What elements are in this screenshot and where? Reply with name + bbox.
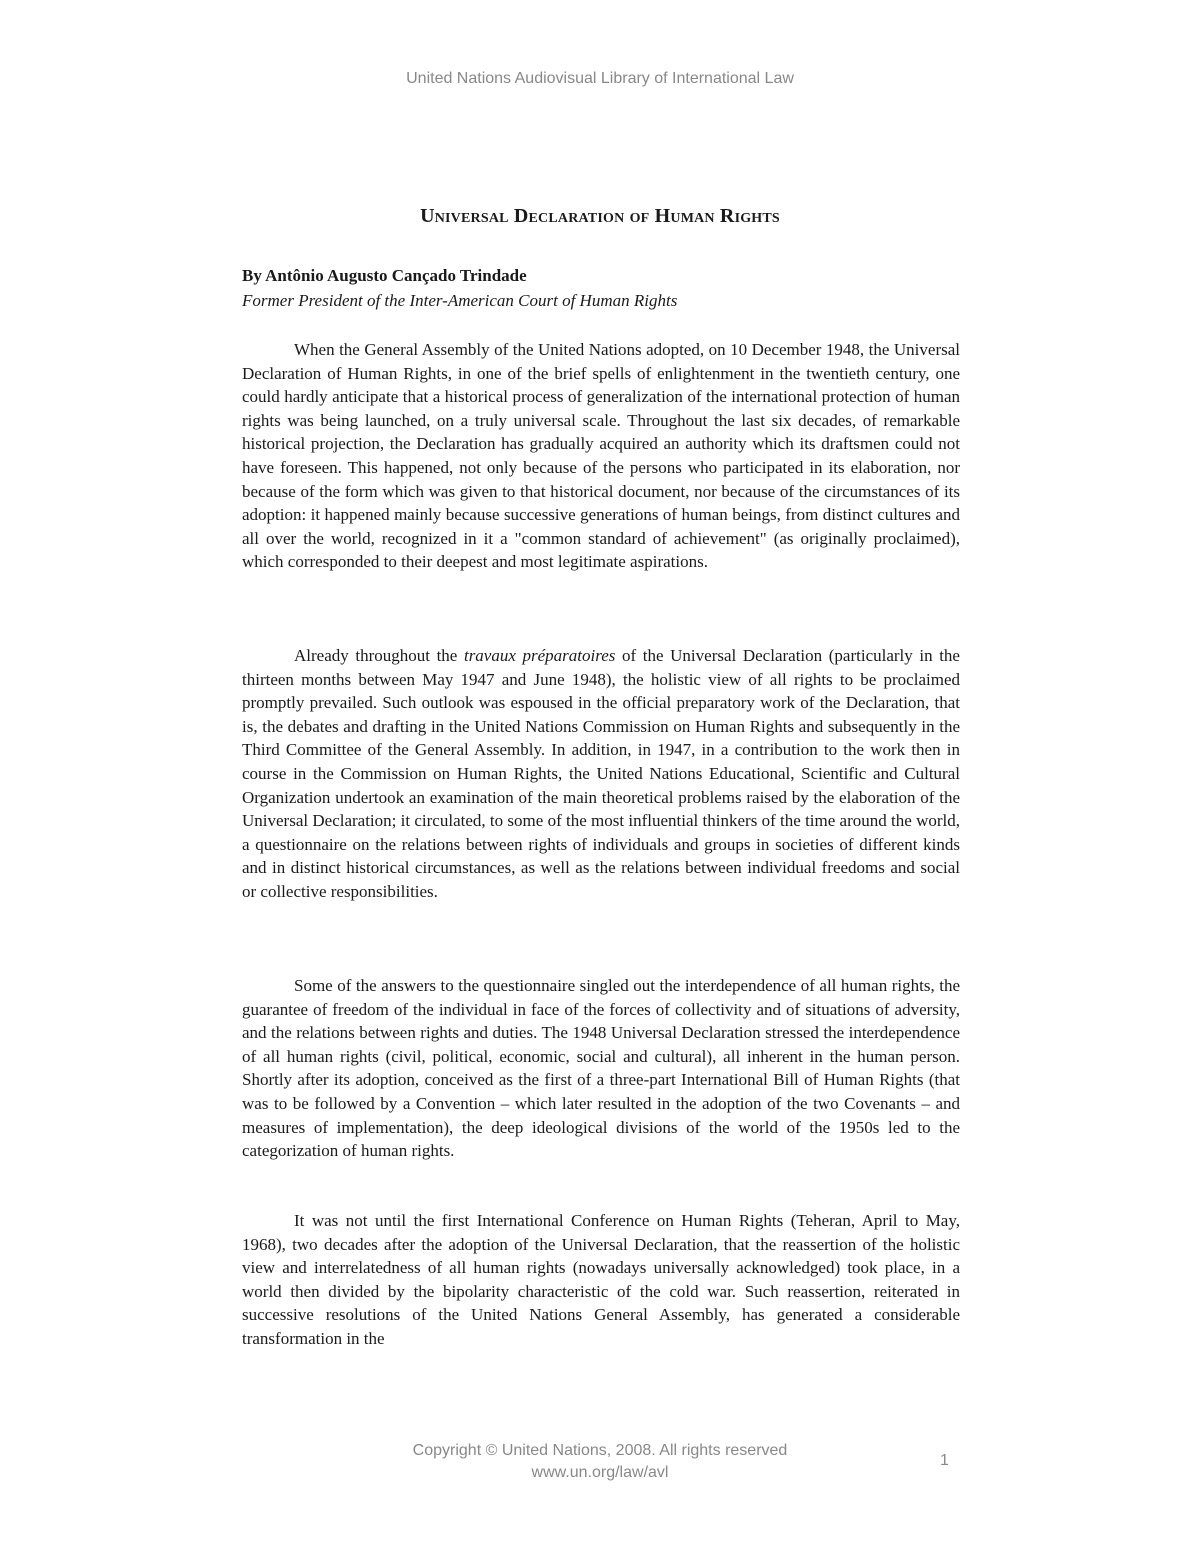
body-paragraph-4: It was not until the first International Conference on Human Rights (Teheran, April to May, 1968), two decades after the adoption of the Universal Declaration, that the reassertion of the holistic view and interrelatedness of all human rights (nowadays universally acknowledged) took place, in a world then divided by the bipolarity characteristic of the cold war. Such reassertion, reiterated in successive resolutions of the United Nations General Assembly, has generated a considerable transformation in the: [242, 1211, 960, 1348]
author-affiliation: Former President of the Inter-American Court of Human Rights: [242, 291, 678, 310]
page-footer: [0, 1440, 1200, 1484]
footer-url-link[interactable]: www.un.org/law/avl: [531, 1464, 669, 1481]
body-paragraph-3: Some of the answers to the questionnaire singled out the interdependence of all human rights, the guarantee of freedom of the individual in face of the forces of collectivity and of situations of adversity, and the relations between rights and duties. The 1948 Universal Declaration stressed the interdependence of all human rights (civil, political, economic, social and cultural), all inherent in the human person. Shortly after its adoption, conceived as the first of a three-part International Bill of Human Rights (that was to be followed by a Convention – which later resulted in the adoption of the two Covenants – and measures of implementation), the deep ideological divisions of the world of the 1950s led to the categorization of human rights.: [242, 976, 960, 1161]
paragraph-2-text-end: of the Universal Declaration (particularly in the thirteen months between May 1947 and June 1948), the holistic view of all rights to be proclaimed promptly prevailed. Such outlook was espoused in the official preparatory work of the Declaration, that is, the debates and drafting in the United Nations Commission on Human Rights and subsequently in the Third Committee of the General Assembly. In addition, in 1947, in a contribution to the work then in course in the Commission on Human Rights, the United Nations Educational, Scientific and Cultural Organization undertook an examination of the main theoretical problems raised by the elaboration of the Universal Declaration; it circulated, to some of the most influential thinkers of the time around the world, a questionnaire on the relations between rights of individuals and groups in societies of different kinds and in distinct historical circumstances, as well as the relations between individual freedoms and social or collective responsibilities.: [242, 646, 960, 901]
library-header: United Nations Audiovisual Library of International Law: [406, 70, 794, 87]
document-title: Universal Declaration of Human Rights: [420, 205, 780, 227]
body-paragraph-1: When the General Assembly of the United Nations adopted, on 10 December 1948, the Universal Declaration of Human Rights, in one of the brief spells of enlightenment in the twentieth century, one could hardly anticipate that a historical process of generalization of the international protection of human rights was being launched, on a truly universal scale. Throughout the last six decades, of remarkable historical projection, the Declaration has gradually acquired an authority which its draftsmen could not have foreseen. This happened, not only because of the persons who participated in its elaboration, nor because of the form which was given to that historical document, nor because of the circumstances of its adoption: it happened mainly because successive generations of human beings, from distinct cultures and all over the world, recognized in it a "common standard of achievement" (as originally proclaimed), which corresponded to their deepest and most legitimate aspirations.: [242, 340, 960, 572]
body-paragraph-2: [242, 644, 960, 904]
copyright-notice: Copyright © United Nations, 2008. All rights reserved: [412, 1442, 788, 1459]
travaux-preparatoires-italic: travaux préparatoires: [463, 646, 616, 665]
page-number: 1: [940, 1452, 949, 1469]
paragraph-2-text-start: Already throughout the: [294, 646, 464, 665]
author-byline: By Antônio Augusto Cançado Trindade: [242, 266, 527, 285]
